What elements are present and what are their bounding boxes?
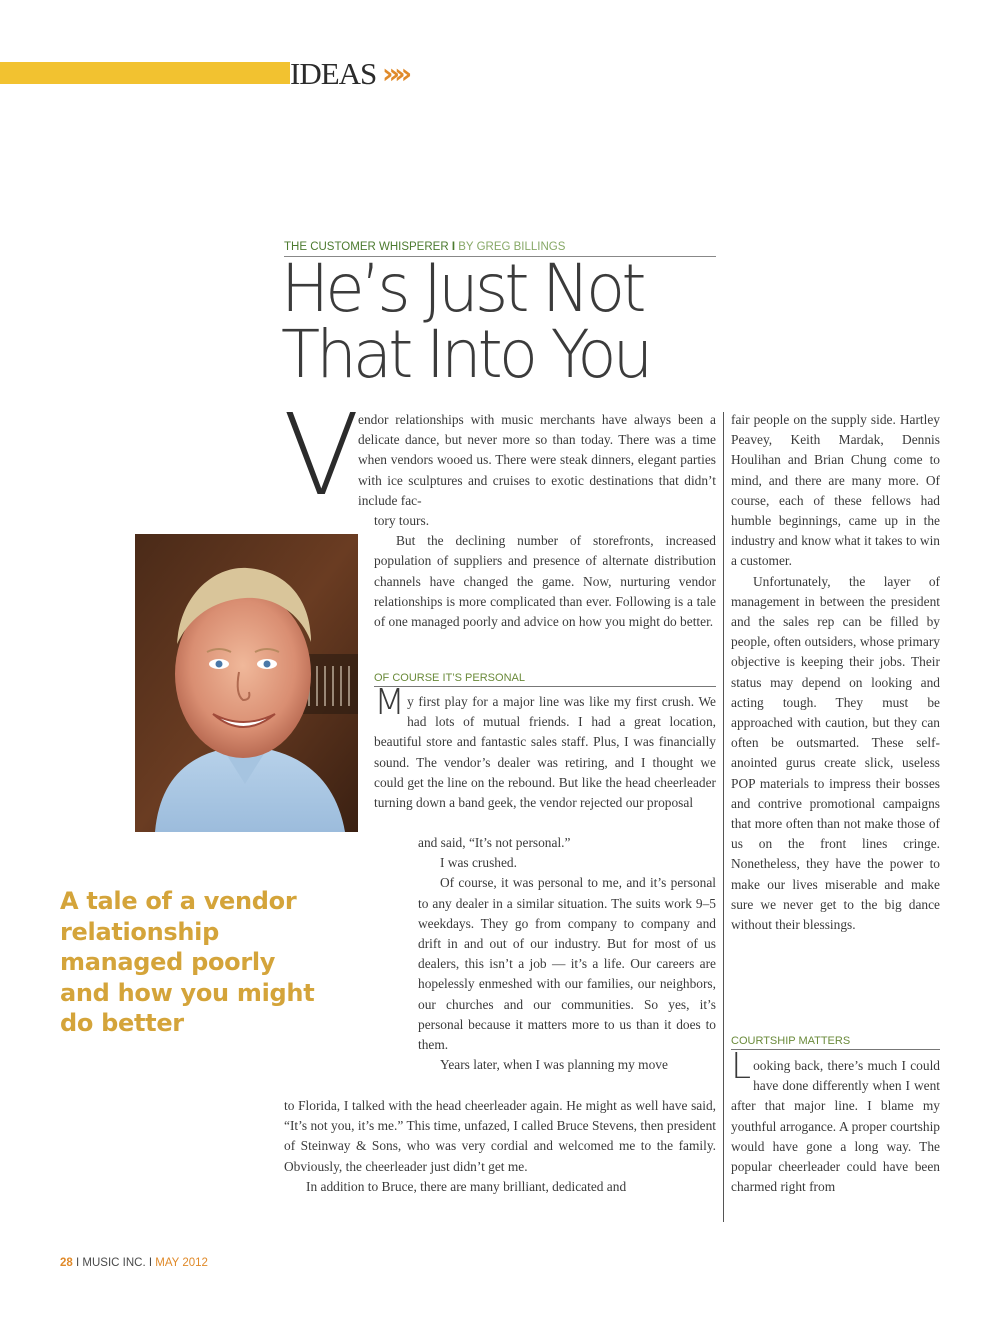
intro-paragraph-2: But the declining number of storefronts, increased population of suppliers and presence of alternate distribution channels have changed the game. Now, nurturing vendor relationships is more complicated than ever. Following is a tale of one managed poorly and advice on how you might do better. xyxy=(374,533,716,630)
magazine-name: MUSIC INC. xyxy=(82,1257,146,1269)
right-column-text xyxy=(731,410,940,935)
subhead-courtship-matters: COURTSHIP MATTERS xyxy=(731,1034,940,1050)
right-paragraph-2: Unfortunately, the layer of management in between the president and the sales rep can be filled by people, often outsiders, whose primary objective is keeping their jobs. Their status may depend on looking and acting tough. They must be approached with caution, but they can often be outsmarted. These self-anointed gurus create slick, useless POP materials to impress their bosses and contrive promotional campaigns that more often than not make those of us on the front lines cringe. Nonetheless, they have the power to make our lives miserable and make sure we never get to the big dance without their blessings. xyxy=(731,573,940,933)
subhead-of-course-its-personal: OF COURSE IT’S PERSONAL xyxy=(374,671,716,687)
section-title: IDEAS xyxy=(290,56,377,91)
right-paragraph-1: fair people on the supply side. Hartley Peavey, Keith Mardak, Dennis Houlihan and Brian Chung come to mind, and there are many more. Of course, each of these fellows had humble beginnings, came up in the industry and know what it takes to win a customer. xyxy=(731,412,940,569)
intro-paragraph-1: endor relationships with music merchants have always been a delicate dance, but never more so than today. There was a time when vendors wooed us. There were steak dinners, elegant parties with ice sculptures and cruises to exotic destinations that didn’t include fac- xyxy=(358,412,716,508)
section1-wrap-column: and said, “It’s not personal.” I was crushed. Of course, it was personal to me, and it’s personal to any dealer in a similar situation. The suits work 9–5 weekdays. They go from company to company and drift in and out of our industry. But for most of us dealers, this isn’t a job — it’s a life. Our careers are hopelessly enmeshed with our families, our neighbors, our churches and our communities. So yes, it’s personal because it matters more to us than it does to them. Years later, when I was planning my move xyxy=(418,833,716,1075)
section1-paragraph-2: I was crushed. xyxy=(440,855,517,871)
kicker-separator: I xyxy=(451,241,456,253)
drop-cap-m: M xyxy=(374,682,406,723)
issue-date: MAY 2012 xyxy=(155,1257,208,1269)
article-headline xyxy=(281,250,737,393)
page-number: 28 xyxy=(60,1257,73,1269)
headline-line-1: He’s Just Not xyxy=(281,250,643,327)
drop-cap: V xyxy=(283,391,360,521)
byline: BY GREG BILLINGS xyxy=(458,241,566,253)
section-color-bar xyxy=(0,62,290,84)
drop-cap-l: L xyxy=(731,1046,752,1087)
section1-paragraph-5: In addition to Bruce, there are many brilliant, dedicated and xyxy=(306,1178,627,1194)
pull-quote: A tale of a vendor relationship managed poorly and how you might do better xyxy=(60,887,315,1037)
footer-separator: I xyxy=(76,1257,80,1269)
section1-paragraph-1: My first play for a major line was like my first crush. We had lots of mutual friends. I had a great location, beautiful store and fantastic sales staff. Plus, I was financially sound. The vendor’s dealer was retiring, and I thought we could get the line on the rebound. But like the head cheerleader turning down a band geek, the vendor rejected our proposal xyxy=(374,682,716,811)
intro-continuation: tory tours. But the declining number of storefronts, increased population of suppliers and presence of alternate distribution channels have changed the game. Now, nurturing vendor relationships is more complicated than ever. Following is a tale of one managed poorly and advice on how you might do better. xyxy=(374,511,716,632)
column-name: THE CUSTOMER WHISPERER xyxy=(284,241,449,253)
section2-paragraph-1: Looking back, there’s much I could have done differently when I went after that major line. I blame my youthful arrogance. A proper courtship would have gone a long way. The popular cheerleader could have been charmed right from xyxy=(731,1046,940,1195)
page-footer xyxy=(60,1256,208,1270)
footer-separator: I xyxy=(148,1257,153,1269)
section1-paragraph-3: Of course, it was personal to me, and it’s personal to any dealer in a similar situation. The suits work 9–5 weekdays. They go from company to company and drift in and out of our industry. But for most of us dealers, this isn’t a job — it’s a life. Our careers are hopelessly enmeshed with our families, our neighbors, our churches and our communities. So yes, it’s personal because it matters more to us than it does to them. xyxy=(418,875,716,1053)
headline-line-2: That Into You xyxy=(281,316,650,393)
author-photo xyxy=(135,534,358,832)
column-divider xyxy=(723,412,724,1222)
chevron-right-icon: »» xyxy=(382,57,407,90)
section1-paragraph-4: to Florida, I talked with the head cheerleader again. He might as well have said, “It’s not you, it’s me.” This time, unfazed, I called Bruce Stevens, then president of Steinway & Sons, who was very cordial and welcomed me to the family. Obviously, the cheerleader just didn’t get me. In addition to Bruce, there are many brilliant, dedicated and xyxy=(284,1096,716,1197)
section1-paragraph-4-lead: Years later, when I was planning my move xyxy=(440,1057,668,1073)
